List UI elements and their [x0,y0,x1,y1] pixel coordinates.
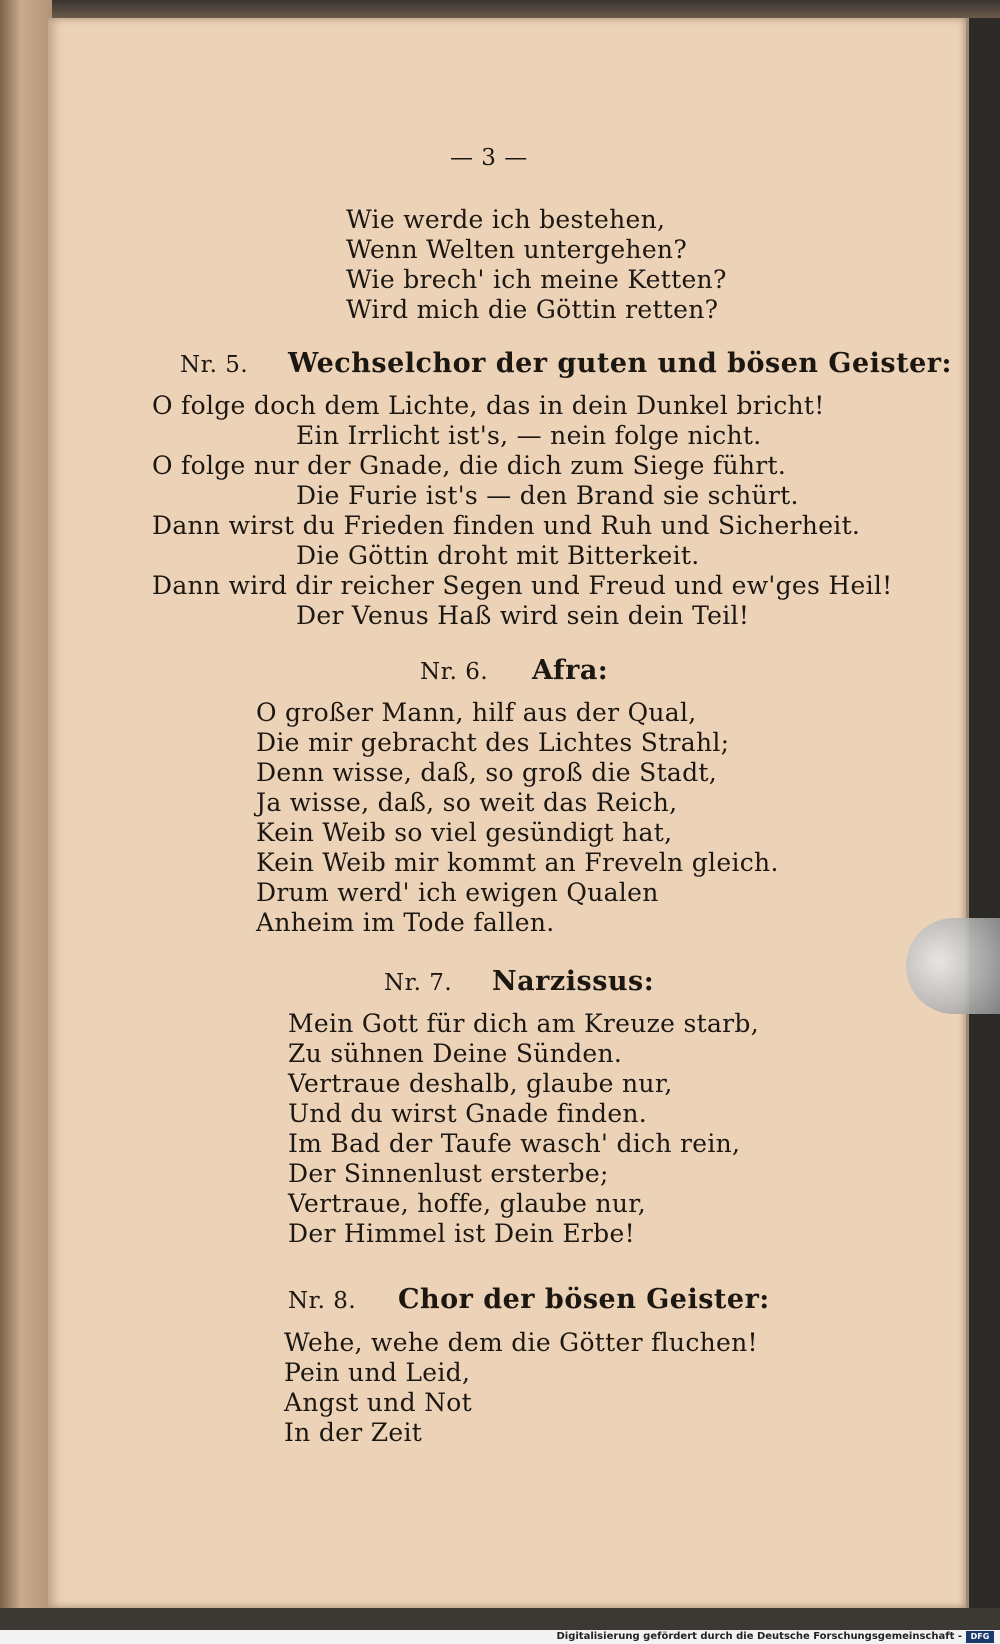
verse-line: Die Furie ist's — den Brand sie schürt. [296,481,799,510]
verse-line: Die mir gebracht des Lichtes Strahl; [256,728,730,757]
verse-line: Anheim im Tode fallen. [256,908,555,937]
verse-line: Und du wirst Gnade finden. [288,1099,648,1128]
funding-notice: Digitalisierung gefördert durch die Deutsche Forschungsgemeinschaft - [556,1631,962,1642]
verse-line: Pein und Leid, [284,1358,471,1387]
section-title: Afra: [532,655,609,686]
verse-line: Dann wird dir reicher Segen und Freud und ew'ges Heil! [152,571,893,600]
verse-line: Kein Weib so viel gesündigt hat, [256,818,673,847]
section-number: Nr. 8. [288,1288,357,1314]
verse-line: Wird mich die Göttin retten? [346,295,719,324]
verse-line: Wenn Welten untergehen? [346,235,688,264]
verse-line: Mein Gott für dich am Kreuze starb, [288,1009,759,1038]
verse-line: Im Bad der Taufe wasch' dich rein, [288,1129,741,1158]
verse-line: Wehe, wehe dem die Götter fluchen! [284,1328,758,1357]
section-number: Nr. 7. [384,970,453,996]
section-number: Nr. 6. [420,659,489,685]
section-number: Nr. 5. [180,352,249,378]
verse-line: O großer Mann, hilf aus der Qual, [256,698,697,727]
verse-line: Kein Weib mir kommt an Freveln gleich. [256,848,779,877]
verse-line: Angst und Not [284,1388,473,1417]
scan-bottom-edge [0,1608,1000,1630]
verse-line: Der Himmel ist Dein Erbe! [288,1219,635,1248]
verse-line: O folge nur der Gnade, die dich zum Siege führt. [152,451,787,480]
verse-line: Wie brech' ich meine Ketten? [346,265,727,294]
section-title: Wechselchor der guten und bösen Geister: [288,348,952,379]
scanner-thumb [906,918,1000,1014]
section-title: Chor der bösen Geister: [398,1284,770,1315]
page-number: — 3 — [450,145,528,171]
dfg-logo: DFG [966,1631,994,1643]
verse-line: Wie werde ich bestehen, [346,205,666,234]
verse-line: In der Zeit [284,1418,423,1447]
verse-line: Vertraue deshalb, glaube nur, [288,1069,673,1098]
verse-line: Ein Irrlicht ist's, — nein folge nicht. [296,421,762,450]
verse-line: Vertraue, hoffe, glaube nur, [288,1189,647,1218]
verse-line: O folge doch dem Lichte, das in dein Dunkel bricht! [152,391,825,420]
section-title: Narzissus: [492,966,655,997]
scan-top-edge [0,0,1000,18]
verse-line: Ja wisse, daß, so weit das Reich, [256,788,678,817]
verse-line: Dann wirst du Frieden finden und Ruh und Sicherheit. [152,511,861,540]
verse-line: Die Göttin droht mit Bitterkeit. [296,541,700,570]
verse-line: Drum werd' ich ewigen Qualen [256,878,659,907]
facing-page-edge [0,0,52,1610]
verse-line: Der Venus Haß wird sein dein Teil! [296,601,750,630]
verse-line: Zu sühnen Deine Sünden. [288,1039,623,1068]
verse-line: Der Sinnenlust ersterbe; [288,1159,609,1188]
verse-line: Denn wisse, daß, so groß die Stadt, [256,758,718,787]
